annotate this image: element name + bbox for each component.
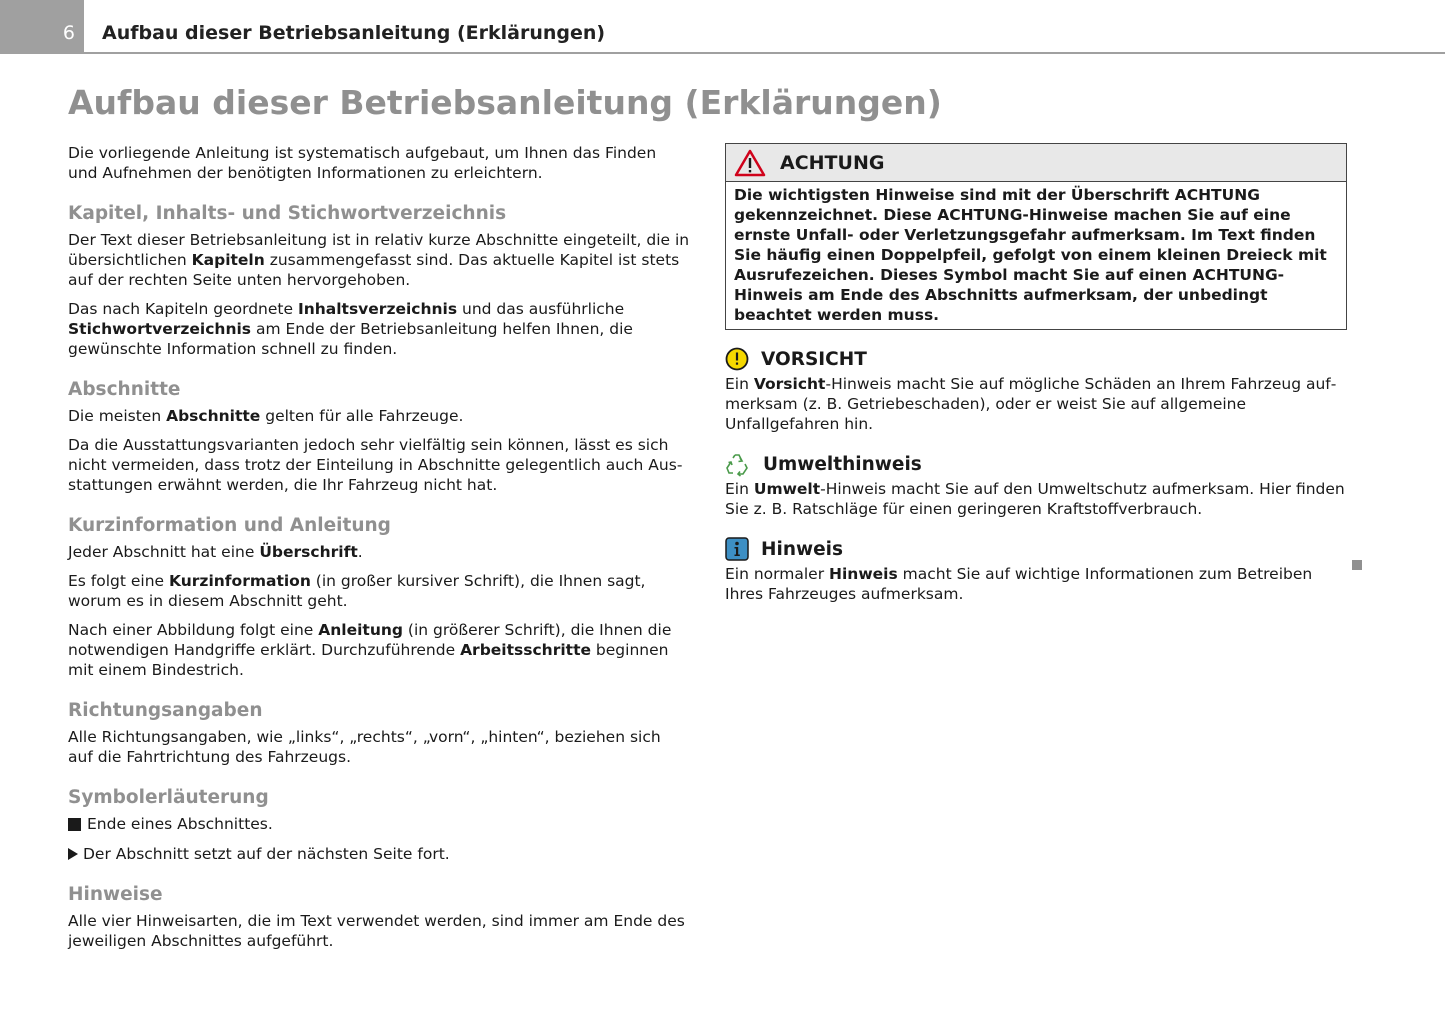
vorsicht-label: VORSICHT — [761, 348, 867, 370]
vorsicht-block — [725, 346, 1350, 434]
warning-triangle-icon — [734, 149, 766, 177]
abschnitte-paragraph-1: Die meisten Abschnitte gelten für alle Fahrzeuge. — [68, 407, 464, 425]
end-of-section-square-icon — [68, 818, 81, 831]
continue-arrow-icon — [68, 848, 78, 860]
running-title: Aufbau dieser Betriebsanleitung (Erklärungen) — [102, 22, 606, 44]
kapitel-paragraph-1: Der Text dieser Betriebsanleitung ist in relativ kurze Abschnitte eingeteilt, die in übersichtlichen Kapiteln zusammengefasst sind. Das aktuelle Kapitel ist stets auf der rechten Seite unten hervorgehoben. — [68, 231, 690, 289]
richtung-paragraph: Alle Richtungsangaben, wie „links“, „rechts“, „vorn“, „hinten“, beziehen sich auf die Fahrtrichtung des Fahrzeugs. — [68, 728, 661, 766]
kurzinfo-paragraph-2: Es folgt eine Kurzinformation (in großer kursiver Schrift), die Ihnen sagt, worum es in diesem Abschnitt geht. — [68, 572, 646, 610]
kurzinfo-paragraph-1: Jeder Abschnitt hat eine Überschrift. — [68, 543, 363, 561]
symbol-line-end: Ende eines Abschnittes. — [68, 814, 690, 834]
page-title: Aufbau dieser Betriebsanleitung (Erklärungen) — [68, 83, 942, 122]
page-number: 6 — [0, 0, 84, 54]
hinweis-block — [725, 536, 1350, 604]
page-header — [0, 0, 1445, 54]
hinweise-paragraph: Alle vier Hinweisarten, die im Text verwendet werden, sind immer am Ende des jeweiligen Abschnittes aufgeführt. — [68, 912, 685, 950]
hinweis-label: Hinweis — [761, 538, 843, 560]
umwelt-label: Umwelthinweis — [763, 453, 922, 475]
hinweis-text: Ein normaler Hinweis macht Sie auf wichtige Informationen zum Betreiben Ihres Fahrzeuges aufmerksam. — [725, 565, 1313, 603]
achtung-text: Die wichtigsten Hinweise sind mit der Überschrift ACHTUNG gekennzeichnet. Diese ACHTUNG-Hinweise machen Sie auf eine ernste Unfall- oder Verletzungsgefahr aufmerksam. Im Text finden Sie häufig einen Doppelpfeil, gefolgt von einem kleinen Dreieck mit Ausrufezeichen. Dieses Symbol macht Sie auf einen ACHTUNG-Hinweis am Ende des Abschnitts aufmerksam, der unbedingt beachtet werden muss. — [734, 186, 1327, 324]
section-heading-symbole: Symbolerläuterung — [68, 787, 269, 808]
right-column — [725, 143, 1350, 604]
achtung-label: ACHTUNG — [780, 151, 885, 174]
section-heading-abschnitte: Abschnitte — [68, 379, 181, 400]
kapitel-paragraph-2: Das nach Kapiteln geordnete Inhaltsverzeichnis und das ausführliche Stichwortverzeichnis am Ende der Betriebsanleitung helfen Ihnen, die gewünschte Information schnell zu finden. — [68, 300, 633, 358]
left-column — [68, 143, 690, 960]
section-heading-hinweise: Hinweise — [68, 884, 163, 905]
symbol-line-continue: Der Abschnitt setzt auf der nächsten Seite fort. — [68, 844, 690, 864]
umwelt-block — [725, 451, 1350, 519]
section-heading-richtung: Richtungsangaben — [68, 700, 263, 721]
info-icon — [725, 537, 749, 561]
header-rule — [84, 52, 1445, 54]
umwelt-text: Ein Umwelt-Hinweis macht Sie auf den Umweltschutz aufmerksam. Hier finden Sie z. B. Ratschläge für einen geringeren Kraftstoffverbrauch. — [725, 480, 1345, 518]
achtung-box — [725, 143, 1347, 330]
kurzinfo-paragraph-3: Nach einer Abbildung folgt eine Anleitung (in größerer Schrift), die Ihnen die notwendigen Handgriffe erklärt. Durchzuführende Arbeitsschritte beginnen mit einem Bindestrich. — [68, 621, 672, 679]
recycle-icon — [725, 451, 751, 477]
abschnitte-paragraph-2: Da die Ausstattungsvarianten jedoch sehr vielfältig sein können, lässt es sich nicht vermeiden, dass trotz der Einteilung in Abschnitte gelegentlich auch Ausstattungen erwähnt werden, die Ihr Fahrzeug nicht hat. — [68, 436, 683, 494]
section-heading-kapitel: Kapitel, Inhalts- und Stichwortverzeichnis — [68, 203, 507, 224]
achtung-header — [726, 144, 1346, 182]
end-of-section-square-icon — [1352, 560, 1362, 570]
intro-paragraph: Die vorliegende Anleitung ist systematisch aufgebaut, um Ihnen das Finden und Aufnehmen der benötigten Informationen zu erleichtern. — [68, 144, 657, 182]
vorsicht-text: Ein Vorsicht-Hinweis macht Sie auf mögliche Schäden an Ihrem Fahrzeug aufmerksam (z. B. Getriebeschaden), oder er weist Sie auf allgemeine Unfallgefahren hin. — [725, 375, 1337, 433]
section-heading-kurzinfo: Kurzinformation und Anleitung — [68, 515, 391, 536]
exclamation-circle-icon — [725, 347, 749, 371]
